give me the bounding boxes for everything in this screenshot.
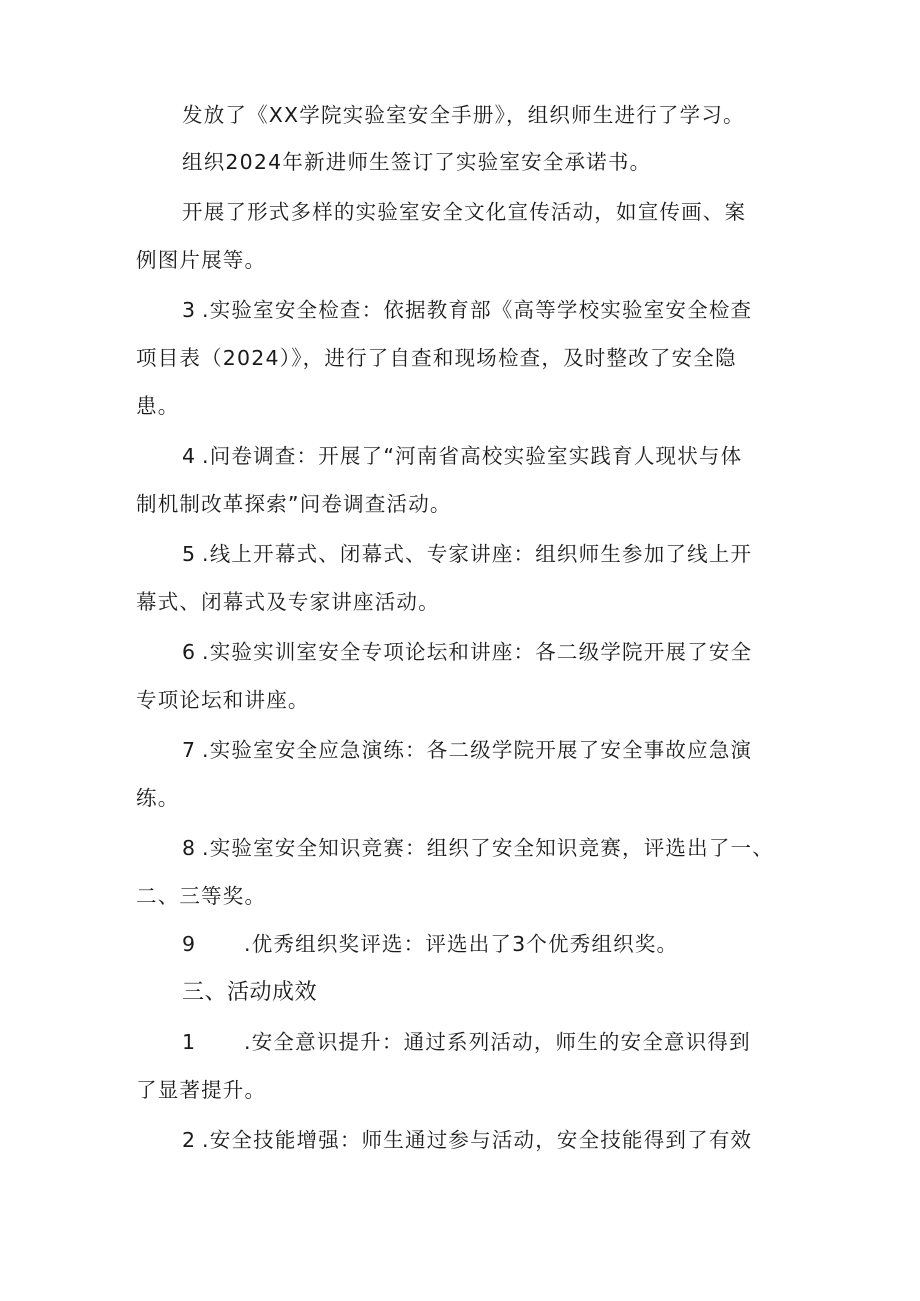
numbered-item-7 <box>182 736 752 764</box>
item-text: .安全意识提升：通过系列活动，师生的安全意识得到 <box>244 1030 751 1054</box>
text-line: 专项论坛和讲座。 <box>136 688 310 712</box>
text-line: 了显著提升。 <box>136 1078 267 1102</box>
text-line: 项目表（2024）》，进行了自查和现场检查，及时整改了安全隐 <box>136 346 737 370</box>
item-text: .线上开幕式、闭幕式、专家讲座：组织师生参加了线上开 <box>202 542 753 566</box>
numbered-item-2 <box>182 1126 752 1154</box>
text-line: 组织2024年新进师生签订了实验室安全承诺书。 <box>182 150 652 174</box>
text-line: 开展了形式多样的实验室安全文化宣传活动，如宣传画、案 <box>182 200 747 224</box>
numbered-item-9 <box>182 930 678 958</box>
numbered-item-1 <box>182 1028 751 1056</box>
text-line: 练。 <box>136 786 180 810</box>
item-text: .优秀组织奖评选：评选出了3个优秀组织奖。 <box>244 932 679 956</box>
item-number: 4 <box>182 444 197 468</box>
item-text: .实验实训室安全专项论坛和讲座：各二级学院开展了安全 <box>202 640 753 664</box>
item-number: 5 <box>182 542 197 566</box>
numbered-item-8 <box>182 834 774 862</box>
item-text: .实验室安全知识竞赛：组织了安全知识竞赛，评选出了一、 <box>202 836 774 860</box>
text-line: 发放了《XX学院实验室安全手册》，组织师生进行了学习。 <box>182 103 745 127</box>
numbered-item-6 <box>182 638 752 666</box>
item-number: 9 <box>182 932 197 956</box>
item-text: .问卷调查：开展了“河南省高校实验室实践育人现状与体 <box>202 444 743 468</box>
text-line: 制机制改革探索”问卷调查活动。 <box>136 492 452 516</box>
text-line: 患。 <box>136 394 180 418</box>
item-number: 7 <box>182 738 197 762</box>
item-text: .实验室安全应急演练：各二级学院开展了安全事故应急演 <box>202 738 753 762</box>
numbered-item-5 <box>182 540 752 568</box>
text-line: 例图片展等。 <box>136 248 267 272</box>
text-line: 幕式、闭幕式及专家讲座活动。 <box>136 590 440 614</box>
numbered-item-3 <box>182 296 752 324</box>
item-text: .实验室安全检查：依据教育部《高等学校实验室安全检查 <box>202 298 753 322</box>
item-number: 2 <box>182 1128 197 1152</box>
item-number: 1 <box>182 1030 197 1054</box>
numbered-item-4 <box>182 442 742 470</box>
section-heading: 三、活动成效 <box>182 980 318 1005</box>
item-number: 3 <box>182 298 197 322</box>
item-number: 8 <box>182 836 197 860</box>
item-number: 6 <box>182 640 197 664</box>
item-text: .安全技能增强：师生通过参与活动，安全技能得到了有效 <box>202 1128 753 1152</box>
text-line: 二、三等奖。 <box>136 884 267 908</box>
